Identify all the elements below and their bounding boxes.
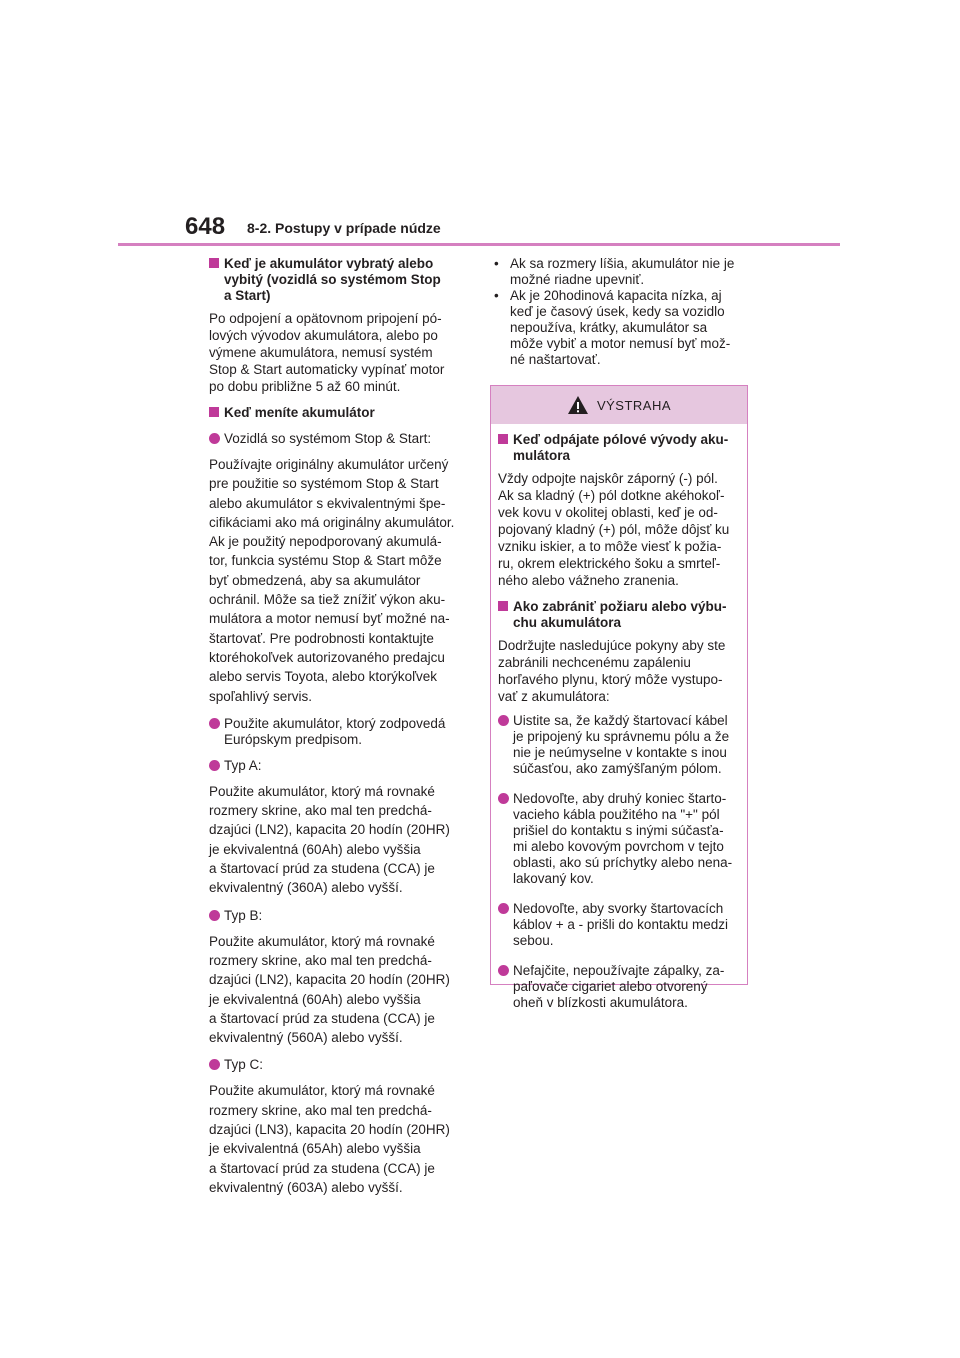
paragraph-type-a: Použite akumulátor, ktorý má rovnaké rozmery skrine, ako mal ten predchá- dzajúci (LN2), kapacita 20 hodín (20HR) je ekvivalentná (60Ah) alebo vyššia a štartovací prúd za studena (CCA) je ekvivalentný (360A) alebo vyšší. (209, 783, 450, 896)
bullet-type-c: Typ C: (209, 1057, 469, 1073)
bullet-type-a: Typ A: (209, 758, 469, 774)
square-bullet-icon (498, 434, 508, 444)
left-column (209, 256, 469, 1197)
heading-line: a Start) (224, 288, 271, 303)
section-title: 8-2. Postupy v prípade núdze (247, 220, 441, 236)
paragraph-instructions: Dodržujte nasledujúce pokyny aby ste zabránili nechcenému zapáleniu horľavého plynu, ktorý môže vystupo- vať z akumulátora: (498, 638, 726, 704)
bullet-cable-end: Nedovoľte, aby druhý koniec štarto- vacieho kábla použitého na "+" pól prišiel do kontaktu s inými súčasťa- mi alebo kovovým povrchom v tejto oblasti, ako sú príchytky alebo nena- lakovaný kov. (498, 791, 739, 887)
round-bullet-icon (209, 910, 220, 921)
round-bullet-icon (209, 1059, 220, 1070)
right-column (490, 256, 752, 1010)
heading-line: vybitý (vozidlá so systémom Stop (224, 272, 441, 287)
square-bullet-icon (209, 258, 219, 268)
heading-prevent-fire: Ako zabrániť požiaru alebo výbu- chu akumulátora (498, 599, 739, 631)
warning-label: VÝSTRAHA (596, 397, 672, 413)
heading-replacing-battery: Keď meníte akumulátor (209, 405, 469, 421)
page-header (0, 0, 960, 250)
warning-body (491, 424, 747, 1011)
bullet-clamps: Nedovoľte, aby svorky štartovacích káblov + a - prišli do kontaktu medzi sebou. (498, 901, 739, 949)
page-number: 648 (185, 213, 226, 240)
bullet-no-smoking: Nefajčite, nepoužívajte zápalky, za- paľovače cigariet alebo otvorený oheň v blízkosti akumulátora. (498, 963, 739, 1011)
heading-line: Keď je akumulátor vybratý alebo (224, 256, 434, 271)
bullet-stop-start: Vozidlá so systémom Stop & Start: (209, 431, 469, 447)
round-bullet-icon (498, 793, 509, 804)
round-bullet-icon (498, 965, 509, 976)
warning-box (490, 385, 748, 1010)
bullet-cable-connected: Uistite sa, že každý štartovací kábel je pripojený ku správnemu pólu a že nie je neúmyselne v kontakte s inou súčasťou, ako zamýšľaným pólom. (498, 713, 739, 777)
bullet-european-regulations: Použite akumulátor, ktorý zodpovedá Európskym predpisom. (209, 716, 469, 748)
paragraph-type-b: Použite akumulátor, ktorý má rovnaké rozmery skrine, ako mal ten predchá- dzajúci (LN2), kapacita 20 hodín (20HR) je ekvivalentná (60Ah) alebo vyššia a štartovací prúd za studena (CCA) je ekvivalentný (560A) alebo vyšší. (209, 933, 450, 1046)
list-item: • Ak je 20hodinová kapacita nízka, aj keď je časový úsek, kedy sa vozidlo nepoužíva, krátky, akumulátor sa môže vybiť a motor nemusí byť mož- né naštartovať. (490, 288, 752, 368)
paragraph-type-c: Použite akumulátor, ktorý má rovnaké rozmery skrine, ako mal ten predchá- dzajúci (LN3), kapacita 20 hodín (20HR) je ekvivalentná (65Ah) alebo vyššia a štartovací prúd za studena (CCA) je ekvivalentný (603A) alebo vyšší. (209, 1083, 450, 1195)
list-bullet: • (494, 256, 499, 271)
square-bullet-icon (209, 407, 219, 417)
list-bullet: • (494, 288, 499, 303)
heading-battery-removed (209, 256, 469, 304)
round-bullet-icon (209, 718, 220, 729)
list-item: • Ak sa rozmery líšia, akumulátor nie je možné riadne upevniť. (490, 256, 752, 288)
round-bullet-icon (498, 715, 509, 726)
round-bullet-icon (498, 903, 509, 914)
round-bullet-icon (209, 760, 220, 771)
warning-header (491, 386, 747, 424)
round-bullet-icon (209, 433, 220, 444)
square-bullet-icon (498, 601, 508, 611)
paragraph-original-battery: Používajte originálny akumulátor určený pre použitie so systémom Stop & Start alebo akumulátor s ekvivalentnými špe- cifikáciami ako má originálny akumulátor. Ak je použitý nepodporovaný akumulá- tor, funkcia systému Stop & Start môže byť obmedzená, aby sa akumulátor ochránil. Môže sa tiež znížiť výkon aku- mulátora a motor nemusí byť možné na- štartovať. Pre podrobnosti kontaktujte ktoréhokoľvek autorizovaného predajcu alebo servis Toyota, alebo ktorýkoľvek spoľahlivý servis. (209, 457, 455, 704)
paragraph-negative-first: Vždy odpojte najskôr záporný (-) pól. Ak sa kladný (+) pól dotkne akéhokoľ- vek kovu v okolitej oblasti, keď je od- pojovaný kladný (+) pól, môže dôjsť ku vzniku iskier, a to môže viesť k požia- ru, okrem elektrického šoku a smrteľ- ného alebo vážneho zranenia. (498, 471, 730, 588)
header-rule (118, 243, 840, 246)
warning-triangle-icon (567, 395, 589, 415)
heading-disconnect-terminals: Keď odpájate pólové vývody aku- mulátora (498, 432, 739, 464)
paragraph-reconnect: Po odpojení a opätovnom pripojení pó- lových vývodov akumulátora, alebo po výmene akumulátora, nemusí systém Stop & Start automaticky vypínať motor po dobu približne 5 až 60 minút. (209, 311, 445, 394)
bullet-type-b: Typ B: (209, 908, 469, 924)
